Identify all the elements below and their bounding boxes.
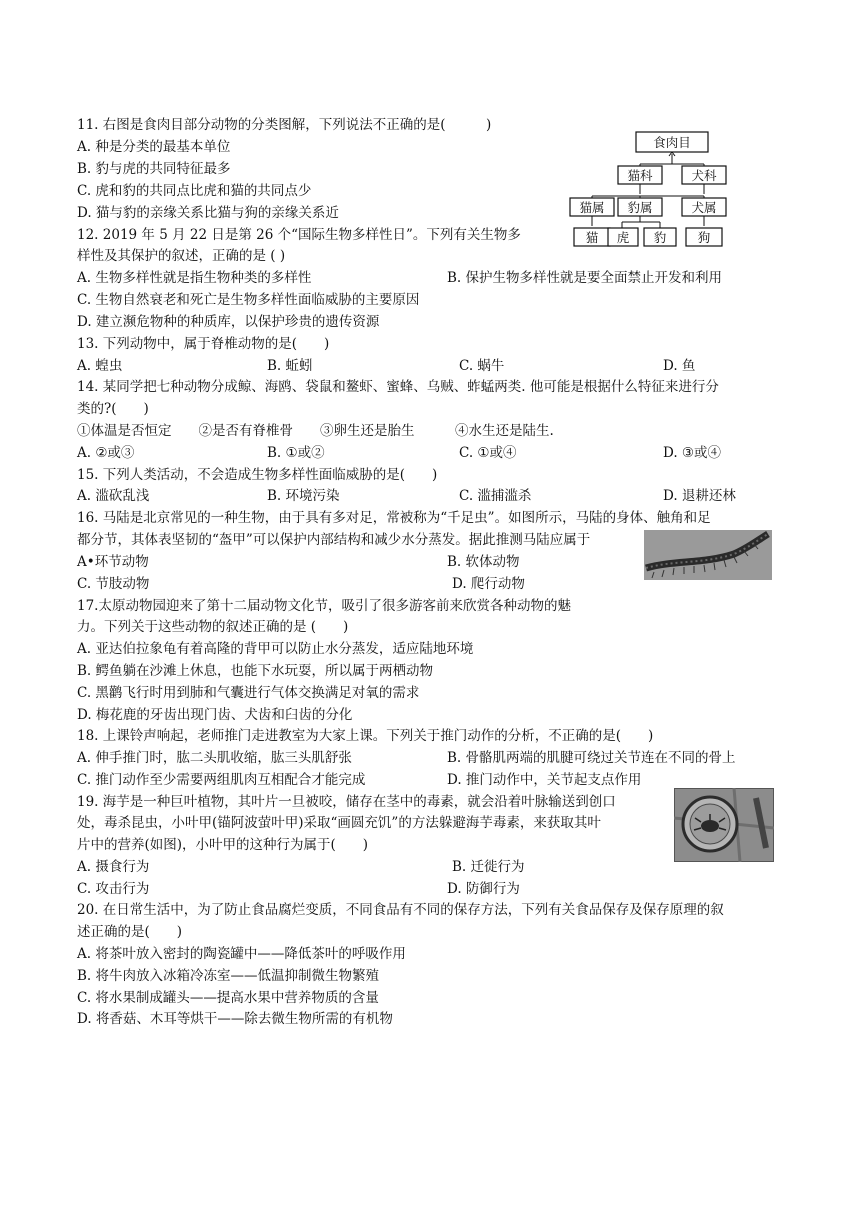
tree-label-species-2: 虎 [616, 230, 630, 245]
tree-label-species-4: 狗 [697, 230, 711, 245]
q12-stem-line1: 12. 2019 年 5 月 22 日是第 26 个“国际生物多样性日”。下列有关生物多 [77, 227, 521, 243]
q11-option-c: C. 虎和豹的共同点比虎和猫的共同点少 [77, 183, 312, 199]
tree-label-genus-3: 犬属 [691, 200, 717, 215]
q16-option-d: D. 爬行动物 [452, 576, 525, 592]
tree-label-genus-1: 猫属 [579, 200, 605, 215]
q19-stem-line1: 19. 海芋是一种巨叶植物，其叶片一旦被咬，储存在茎中的毒素，就会沿着叶脉输送到创口 [77, 794, 616, 810]
q15-option-d: D. 退耕还林 [663, 488, 736, 504]
q15-option-c: C. 滥捕滥杀 [459, 488, 532, 504]
q13-stem: 13. 下列动物中，属于脊椎动物的是( ) [77, 336, 330, 352]
q17-option-d: D. 梅花鹿的牙齿出现门齿、犬齿和臼齿的分化 [77, 707, 353, 723]
q12-option-a: A. 生物多样性就是指生物种类的多样性 [77, 270, 312, 286]
q16-stem-line1: 16. 马陆是北京常见的一种生物，由于具有多对足，常被称为“千足虫”。如图所示，马陆的身体、触角和足 [77, 510, 711, 526]
q18-stem: 18. 上课铃声响起，老师推门走进教室为大家上课。下列关于推门动作的分析，不正确的是( ) [77, 728, 654, 744]
q19-option-b: B. 迁徙行为 [452, 859, 525, 875]
q17-option-b: B. 鳄鱼躺在沙滩上休息，也能下水玩耍，所以属于两栖动物 [77, 663, 434, 679]
q20-option-b: B. 将牛肉放入冰箱冷冻室——低温抑制微生物繁殖 [77, 968, 380, 984]
q17-stem-line1: 17.太原动物园迎来了第十二届动物文化节，吸引了很多游客前来欣赏各种动物的魅 [77, 598, 571, 614]
q17-option-a: A. 亚达伯拉象龟有着高隆的背甲可以防止水分蒸发，适应陆地环境 [77, 641, 474, 657]
q11-option-b: B. 豹与虎的共同特征最多 [77, 161, 231, 177]
q13-option-d: D. 鱼 [663, 358, 696, 374]
q19-option-d: D. 防御行为 [447, 881, 520, 897]
q12-option-c: C. 生物自然衰老和死亡是生物多样性面临威胁的主要原因 [77, 292, 420, 308]
q19-option-a: A. 摄食行为 [77, 859, 150, 875]
q12-stem-line2: 样性及其保护的叙述，正确的是 ( ) [77, 248, 286, 264]
q17-stem-line2: 力。下列关于这些动物的叙述正确的是 ( ) [77, 619, 349, 635]
tree-label-species-3: 豹 [653, 230, 667, 245]
q15-option-a: A. 滥砍乱浅 [77, 488, 150, 504]
q11-option-d: D. 猫与豹的亲缘关系比猫与狗的亲缘关系近 [77, 205, 339, 221]
q19-option-c: C. 攻击行为 [77, 881, 150, 897]
q18-option-a: A. 伸手推门时，肱二头肌收缩，肱三头肌舒张 [77, 750, 352, 766]
tree-label-genus-2: 豹属 [627, 200, 653, 215]
q17-option-c: C. 黑鹳飞行时用到肺和气囊进行气体交换满足对氧的需求 [77, 685, 420, 701]
q20-option-a: A. 将茶叶放入密封的陶瓷罐中——降低茶叶的呼吸作用 [77, 946, 406, 962]
millipede-photo [644, 530, 772, 580]
tree-label-family-2: 犬科 [691, 168, 717, 183]
q18-option-b: B. 骨骼肌两端的肌腱可绕过关节连在不同的骨上 [447, 750, 736, 766]
q13-option-b: B. 蚯蚓 [267, 358, 313, 374]
q18-option-d: D. 推门动作中，关节起支点作用 [447, 772, 642, 788]
q13-option-a: A. 蝗虫 [77, 358, 123, 374]
q11-stem: 11. 右图是食肉目部分动物的分类图解，下列说法不正确的是( ) [77, 117, 492, 133]
q20-stem-line1: 20. 在日常生活中，为了防止食品腐烂变质，不同食品有不同的保存方法，下列有关食品保存及保存原理的叙 [77, 902, 724, 918]
q14-option-b: B. ①或② [267, 445, 325, 461]
q18-option-c: C. 推门动作至少需要两组肌肉互相配合才能完成 [77, 772, 366, 788]
q12-option-d: D. 建立濒危物种的种质库，以保护珍贵的遗传资源 [77, 314, 380, 330]
q15-stem: 15. 下列人类活动，不会造成生物多样性面临威胁的是( ) [77, 467, 438, 483]
q16-option-a: A•环节动物 [77, 554, 149, 570]
q15-option-b: B. 环境污染 [267, 488, 340, 504]
q16-option-b: B. 软体动物 [447, 554, 520, 570]
q13-option-c: C. 蜗牛 [459, 358, 505, 374]
q14-option-a: A. ②或③ [77, 445, 135, 461]
q14-stem-line1: 14. 某同学把七种动物分成鲸、海鸥、袋鼠和鳌虾、蜜蜂、乌贼、蚱蜢两类. 他可能是根据什么特征来进行分 [77, 379, 719, 395]
q19-stem-line2: 处，毒杀昆虫，小叶甲(锚阿波萤叶甲)采取“画圆充饥”的方法躲避海芋毒素，来获取其叶 [77, 815, 601, 831]
tree-label-species-1: 猫 [585, 230, 599, 245]
q20-stem-line2: 述正确的是( ) [77, 924, 183, 940]
q20-option-c: C. 将水果制成罐头——提高水果中营养物质的含量 [77, 990, 379, 1006]
q14-stem-line2: 类的?( ) [77, 401, 149, 417]
q16-option-c: C. 节肢动物 [77, 576, 150, 592]
classification-tree-diagram [568, 128, 778, 250]
q20-option-d: D. 将香菇、木耳等烘干——除去微生物所需的有机物 [77, 1011, 393, 1027]
tree-label-family-1: 猫科 [627, 168, 653, 183]
leaf-beetle-photo [674, 788, 774, 862]
q11-option-a: A. 种是分类的最基本单位 [77, 139, 231, 155]
q19-stem-line3: 片中的营养(如图)，小叶甲的这种行为属于( ) [77, 837, 369, 853]
q14-option-d: D. ③或④ [663, 445, 722, 461]
q12-option-b: B. 保护生物多样性就是要全面禁止开发和利用 [447, 270, 723, 286]
q16-stem-line2: 都分节，其体表坚韧的“盔甲”可以保护内部结构和减少水分蒸发。据此推测马陆应属于 [77, 532, 591, 548]
q14-option-c: C. ①或④ [459, 445, 517, 461]
tree-label-order: 食肉目 [653, 135, 691, 150]
q14-criteria: ①体温是否恒定 ②是否有脊椎骨 ③卵生还是胎生 ④水生还是陆生. [77, 423, 554, 439]
